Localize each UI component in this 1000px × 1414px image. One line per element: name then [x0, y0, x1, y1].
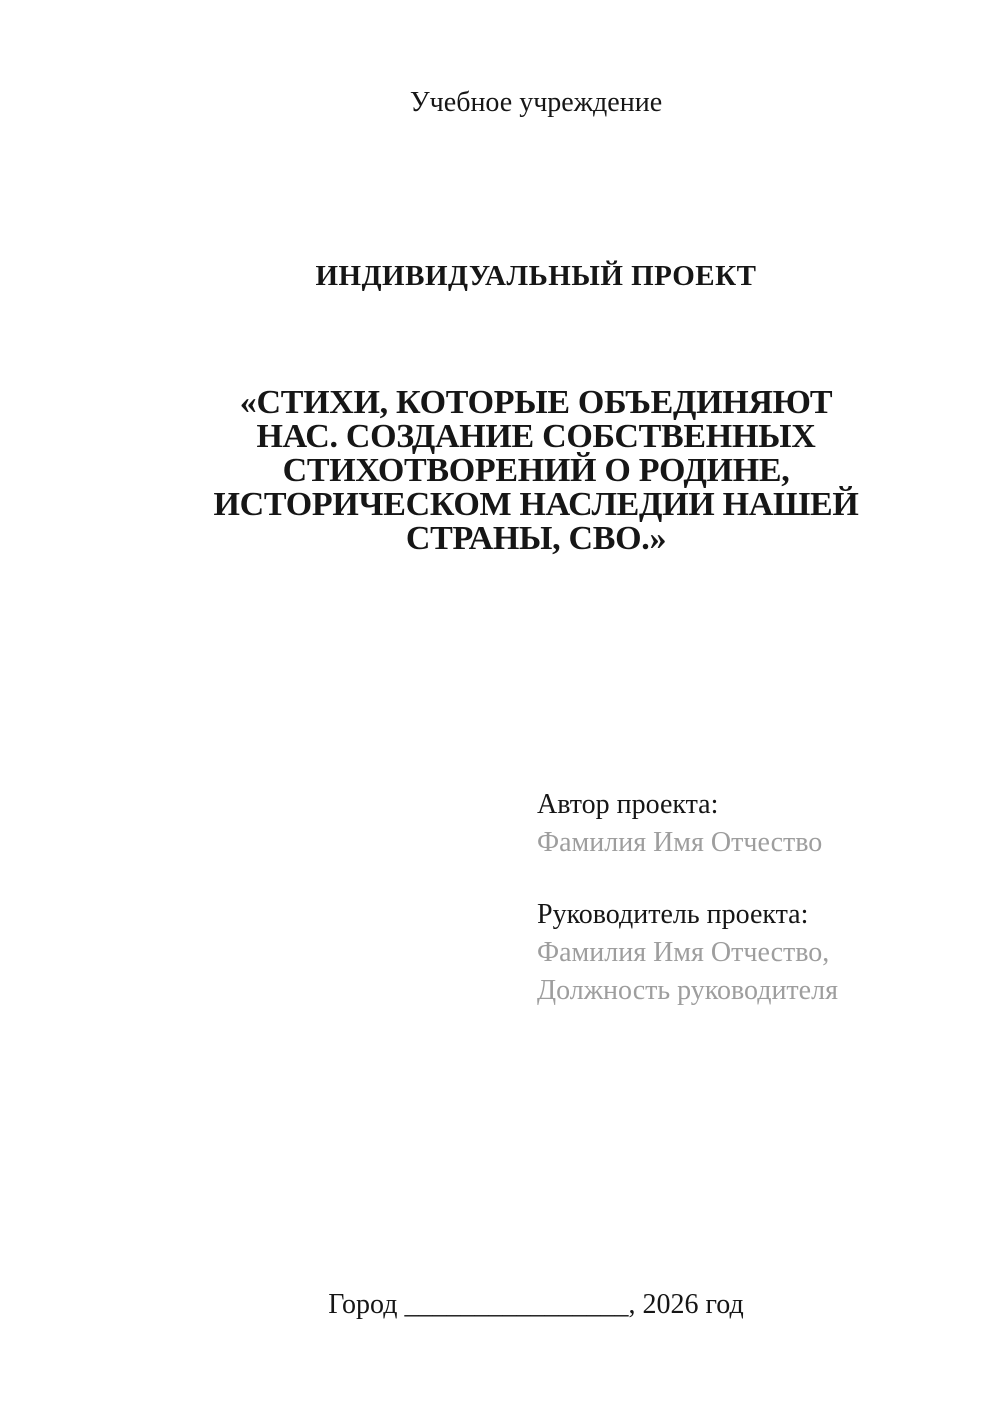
project-title	[143, 386, 929, 556]
project-type-heading: ИНДИВИДУАЛЬНЫЙ ПРОЕКТ	[315, 260, 757, 292]
project-title-line: ИСТОРИЧЕСКОМ НАСЛЕДИИ НАШЕЙ	[213, 486, 859, 523]
project-title-line: НАС. СОЗДАНИЕ СОБСТВЕННЫХ	[256, 418, 816, 455]
project-title-line: СТИХОТВОРЕНИЙ О РОДИНЕ,	[282, 452, 790, 489]
project-title-line: СТРАНЫ, СВО.»	[405, 520, 667, 557]
credits-block	[537, 786, 957, 1010]
supervisor-label: Руководитель проекта:	[537, 899, 809, 930]
project-title-line: «СТИХИ, КОТОРЫЕ ОБЪЕДИНЯЮТ	[239, 384, 833, 421]
city-year-line: Город ________________, 2026 год	[328, 1289, 744, 1320]
institution-name: Учебное учреждение	[409, 87, 663, 118]
supervisor-name-placeholder: Фамилия Имя Отчество,	[537, 937, 830, 968]
supervisor-position-placeholder: Должность руководителя	[537, 975, 838, 1006]
author-label: Автор проекта:	[537, 789, 719, 820]
author-name-placeholder: Фамилия Имя Отчество	[537, 827, 823, 858]
